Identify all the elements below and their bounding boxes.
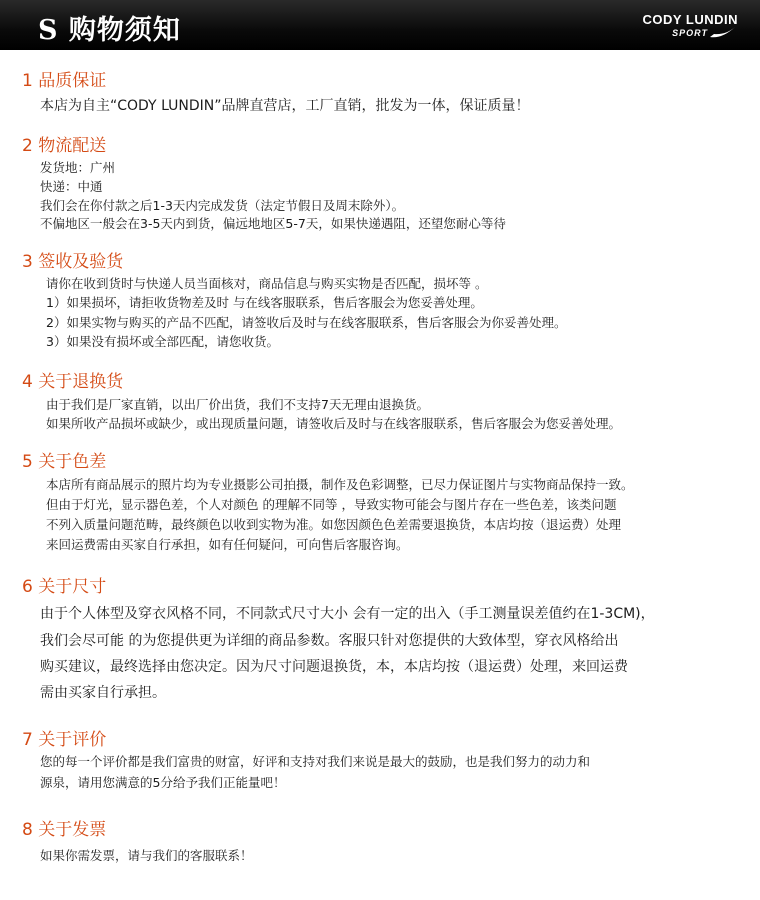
section-line: 我们会在你付款之后1-3天内完成发货（法定节假日及周末除外）。 — [40, 198, 405, 213]
section-line: 快递：中通 — [40, 179, 103, 194]
section-line: 发货地：广州 — [40, 160, 116, 175]
logo-text: CODY LUNDIN — [642, 12, 738, 27]
section-line: 如果所收产品损坏或缺少，或出现质量问题，请签收后及时与在线客服联系，售后客服会为您妥善处理。 — [46, 416, 622, 431]
section-line: 但由于灯光，显示器色差，个人对颜色 的理解不同等 ，导致实物可能会与图片存在一些色差，该类问题 — [46, 497, 617, 512]
section-line: 由于我们是厂家直销，以出厂价出货，我们不支持7天无理由退换货。 — [46, 397, 429, 412]
section-line: 2）如果实物与购买的产品不匹配，请签收后及时与在线客服联系，售后客服会为你妥善处理。 — [46, 315, 567, 330]
section-line: 不列入质量问题范畴，最终颜色以收到实物为准。如您因颜色色差需要退换货，本店均按（退运费）处理 — [46, 517, 622, 532]
section-line: 如果你需发票，请与我们的客服联系！ — [40, 848, 253, 863]
brand-logo — [630, 9, 738, 43]
section-title: 1 品质保证 — [22, 71, 107, 91]
section-line: 不偏地区一般会在3-5天内到货，偏远地地区5-7天，如果快递遇阻，还望您耐心等待 — [40, 216, 506, 231]
section-line: 来回运费需由买家自行承担，如有任何疑问，可向售后客服咨询。 — [46, 537, 409, 552]
page-title: S 购物须知 — [38, 15, 181, 46]
section-line: 需由买家自行承担。 — [40, 685, 166, 701]
section-line: 3）如果没有损坏或全部匹配，请您收货。 — [46, 334, 279, 349]
header-bar — [0, 0, 760, 50]
section-line: 本店所有商品展示的照片均为专业摄影公司拍摄，制作及色彩调整，已尽力保证图片与实物商品保持一致。 — [46, 477, 634, 492]
section-line: 您的每一个评价都是我们富贵的财富，好评和支持对我们来说是最大的鼓励，也是我们努力的动力和 — [40, 754, 591, 769]
section-title: 7 关于评价 — [22, 730, 107, 750]
section-title: 3 签收及验货 — [22, 252, 124, 272]
section-title: 4 关于退换货 — [22, 372, 124, 392]
section-line: 1）如果损坏，请拒收货物差及时 与在线客服联系，售后客服会为您妥善处理。 — [46, 295, 483, 310]
section-line: 本店为自主“CODY LUNDIN”品牌直营店，工厂直销，批发为一体，保证质量！ — [40, 98, 530, 114]
swoosh-icon — [708, 25, 738, 39]
section-title: 6 关于尺寸 — [22, 577, 107, 597]
section-line: 购买建议，最终选择由您决定。因为尺寸问题退换货，本，本店均按（退运费）处理，来回运费 — [40, 659, 628, 675]
section-title: 5 关于色差 — [22, 452, 107, 472]
section-title: 8 关于发票 — [22, 820, 107, 840]
logo-sub-text: SPORT — [672, 28, 708, 38]
section-line: 我们会尽可能 的为您提供更为详细的商品参数。客服只针对您提供的大致体型，穿衣风格给出 — [40, 633, 619, 649]
section-line: 由于个人体型及穿衣风格不同，不同款式尺寸大小 会有一定的出入（手工测量误差值约在1-3CM)， — [40, 606, 655, 622]
section-line: 源泉，请用您满意的5分给予我们正能量吧！ — [40, 775, 286, 790]
section-line: 请你在收到货时与快递人员当面核对，商品信息与购买实物是否匹配，损坏等 。 — [46, 276, 488, 291]
section-title: 2 物流配送 — [22, 136, 107, 156]
